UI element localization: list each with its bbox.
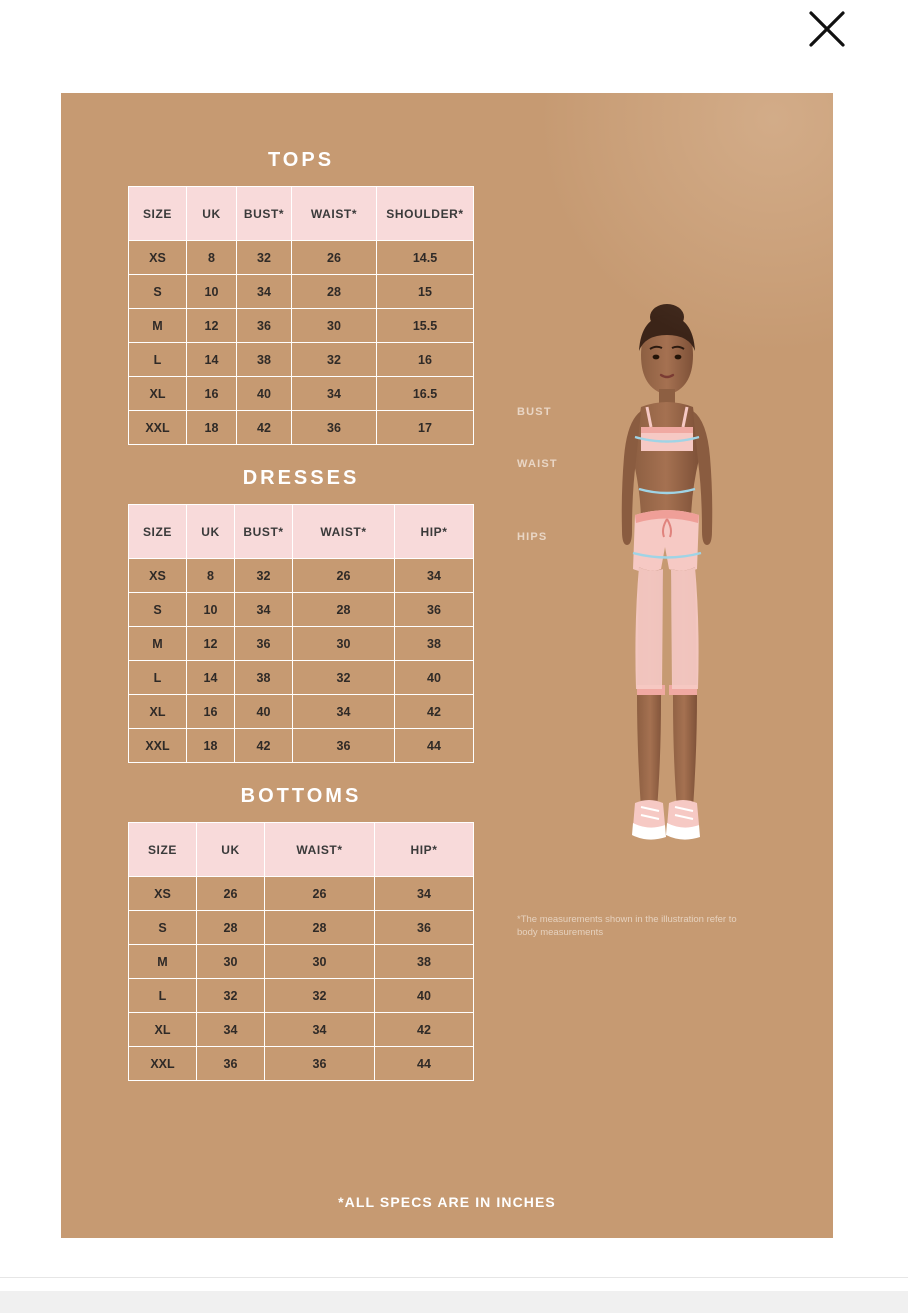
column-header: UK [187, 505, 235, 559]
table-cell: 10 [187, 593, 235, 627]
table-cell: 26 [265, 877, 375, 911]
table-block-bottoms [61, 785, 541, 1081]
measurement-labels [517, 303, 817, 1123]
column-header: UK [187, 187, 237, 241]
table-cell: 26 [293, 559, 395, 593]
table-cell: 34 [395, 559, 474, 593]
table-cell: 30 [293, 627, 395, 661]
table-row [129, 877, 474, 911]
table-cell: M [129, 945, 197, 979]
table-cell: 32 [292, 343, 377, 377]
table-cell: 18 [187, 729, 235, 763]
column-header: SIZE [129, 187, 187, 241]
table-row [129, 309, 474, 343]
table-cell: 32 [197, 979, 265, 1013]
column-header: HIP* [375, 823, 474, 877]
table-cell: L [129, 661, 187, 695]
table-cell: 15 [377, 275, 474, 309]
table-row [129, 1047, 474, 1081]
label-bust: BUST [517, 406, 552, 418]
table-row [129, 411, 474, 445]
table-cell: 18 [187, 411, 237, 445]
table-cell: 40 [395, 661, 474, 695]
size-table-bottoms [128, 822, 474, 1081]
table-cell: 38 [375, 945, 474, 979]
column-header: SIZE [129, 505, 187, 559]
size-tables-column [61, 93, 541, 1089]
table-cell: 34 [292, 377, 377, 411]
table-cell: 16 [187, 377, 237, 411]
table-cell: 26 [292, 241, 377, 275]
table-row [129, 1013, 474, 1047]
table-row [129, 979, 474, 1013]
table-block-dresses [61, 467, 541, 763]
column-header: HIP* [395, 505, 474, 559]
table-cell: 36 [292, 411, 377, 445]
table-cell: S [129, 593, 187, 627]
table-cell: 14 [187, 343, 237, 377]
table-header-row [129, 187, 474, 241]
column-header: BUST* [235, 505, 293, 559]
table-cell: XXL [129, 411, 187, 445]
table-cell: 30 [265, 945, 375, 979]
table-cell: 36 [237, 309, 292, 343]
table-cell: 14 [187, 661, 235, 695]
size-table-tops [128, 186, 474, 445]
table-cell: S [129, 275, 187, 309]
table-cell: 26 [197, 877, 265, 911]
table-cell: 34 [375, 877, 474, 911]
table-cell: 38 [395, 627, 474, 661]
column-header: WAIST* [265, 823, 375, 877]
table-title-dresses: DRESSES [242, 467, 360, 489]
table-cell: 38 [237, 343, 292, 377]
table-cell: 32 [265, 979, 375, 1013]
column-header: SHOULDER* [377, 187, 474, 241]
label-waist: WAIST [517, 458, 558, 470]
size-table-dresses [128, 504, 474, 763]
table-title-tops: TOPS [267, 149, 335, 171]
table-header-row [129, 823, 474, 877]
table-cell: 10 [187, 275, 237, 309]
specs-footnote: *ALL SPECS ARE IN INCHES [338, 1194, 556, 1210]
table-row [129, 945, 474, 979]
table-cell: 16 [377, 343, 474, 377]
column-header: WAIST* [292, 187, 377, 241]
table-cell: 28 [265, 911, 375, 945]
table-row [129, 911, 474, 945]
table-cell: M [129, 627, 187, 661]
table-cell: 30 [197, 945, 265, 979]
table-cell: 30 [292, 309, 377, 343]
table-cell: 8 [187, 241, 237, 275]
table-cell: XXL [129, 1047, 197, 1081]
table-cell: 32 [293, 661, 395, 695]
table-row [129, 241, 474, 275]
table-cell: XL [129, 377, 187, 411]
table-cell: 28 [197, 911, 265, 945]
table-cell: 44 [375, 1047, 474, 1081]
table-cell: XS [129, 877, 197, 911]
table-cell: 34 [197, 1013, 265, 1047]
table-cell: XXL [129, 729, 187, 763]
table-block-tops [61, 149, 541, 445]
page-bottom-bar [0, 1277, 908, 1313]
table-cell: 36 [293, 729, 395, 763]
illustration-note: *The measurements shown in the illustration refer to body measurements [517, 914, 737, 938]
table-row [129, 275, 474, 309]
table-row [129, 695, 474, 729]
column-header: SIZE [129, 823, 197, 877]
table-cell: XL [129, 695, 187, 729]
label-hips: HIPS [517, 531, 548, 543]
table-cell: 40 [375, 979, 474, 1013]
column-header: WAIST* [293, 505, 395, 559]
table-cell: 16.5 [377, 377, 474, 411]
table-title-bottoms: BOTTOMS [240, 785, 362, 807]
size-chart-panel [61, 93, 833, 1238]
table-cell: L [129, 343, 187, 377]
table-cell: 36 [375, 911, 474, 945]
table-cell: 34 [237, 275, 292, 309]
table-cell: 36 [235, 627, 293, 661]
table-cell: 28 [293, 593, 395, 627]
table-cell: 42 [395, 695, 474, 729]
table-cell: 34 [293, 695, 395, 729]
table-cell: 12 [187, 627, 235, 661]
table-cell: XS [129, 559, 187, 593]
table-cell: 42 [237, 411, 292, 445]
table-cell: 36 [395, 593, 474, 627]
table-cell: 38 [235, 661, 293, 695]
table-cell: 40 [237, 377, 292, 411]
table-cell: 42 [375, 1013, 474, 1047]
table-row [129, 377, 474, 411]
table-cell: S [129, 911, 197, 945]
table-cell: 44 [395, 729, 474, 763]
table-header-row [129, 505, 474, 559]
table-cell: 12 [187, 309, 237, 343]
table-row [129, 729, 474, 763]
table-cell: 34 [265, 1013, 375, 1047]
close-icon[interactable] [804, 6, 850, 52]
table-cell: 36 [197, 1047, 265, 1081]
column-header: UK [197, 823, 265, 877]
close-icon-glyph [804, 6, 850, 52]
table-cell: 40 [235, 695, 293, 729]
table-cell: 8 [187, 559, 235, 593]
body-measurement-illustration [517, 303, 817, 1123]
table-row [129, 627, 474, 661]
table-cell: 34 [235, 593, 293, 627]
table-cell: XS [129, 241, 187, 275]
page-bottom-strip [0, 1291, 908, 1313]
table-cell: 15.5 [377, 309, 474, 343]
table-cell: 14.5 [377, 241, 474, 275]
column-header: BUST* [237, 187, 292, 241]
table-row [129, 593, 474, 627]
table-cell: 36 [265, 1047, 375, 1081]
table-cell: L [129, 979, 197, 1013]
table-cell: 16 [187, 695, 235, 729]
table-cell: 32 [235, 559, 293, 593]
table-cell: 42 [235, 729, 293, 763]
table-cell: M [129, 309, 187, 343]
table-row [129, 559, 474, 593]
table-cell: 32 [237, 241, 292, 275]
table-cell: 28 [292, 275, 377, 309]
table-row [129, 661, 474, 695]
table-cell: XL [129, 1013, 197, 1047]
table-row [129, 343, 474, 377]
table-cell: 17 [377, 411, 474, 445]
